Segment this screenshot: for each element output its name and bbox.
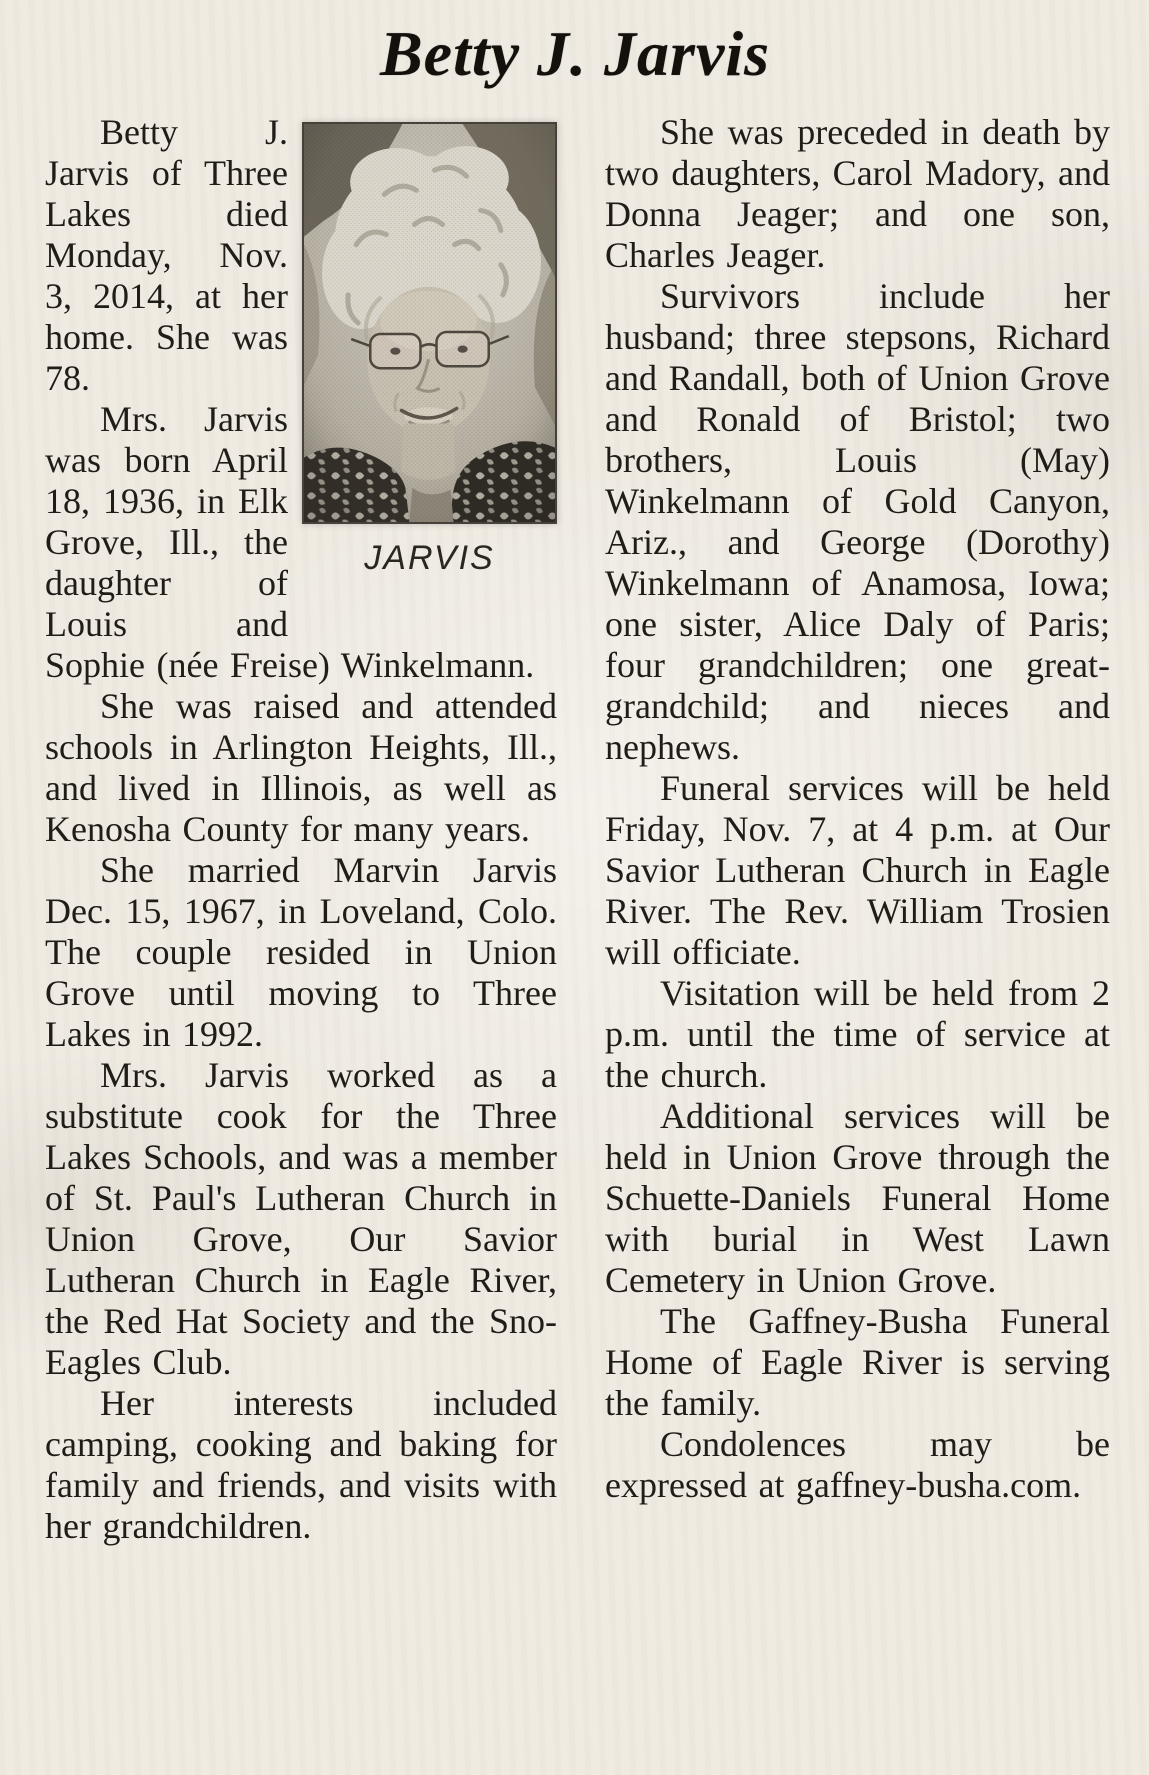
article-columns: [45, 112, 1110, 1547]
portrait-photo: [302, 122, 557, 524]
portrait-illustration: [304, 124, 555, 522]
paragraph: Mrs. Jarvis worked as a substitute cook for the Three Lakes Schools, and was a member of St. Paul's Lutheran Church in Union Grove, Our Savior Lutheran Church in Eagle River, the Red Hat Society and the Sno-Eagles Club.: [45, 1055, 557, 1382]
left-column: [45, 112, 557, 1547]
obituary-title: Betty J. Jarvis: [379, 18, 771, 89]
paragraph: Mrs. Jarvis was born April 18, 1936, in Elk Grove, Ill., the daughter of Louis and Sophie (née Freise) Winkelmann.: [45, 399, 535, 685]
paragraph: Betty J. Jarvis of Three Lakes died Monday, Nov. 3, 2014, at her home. She was 78.: [45, 112, 288, 398]
paragraph: She was raised and attended schools in Arlington Heights, Ill., and lived in Illinois, as well as Kenosha County for many years.: [45, 686, 557, 849]
paragraph: Funeral services will be held Friday, Nov. 7, at 4 p.m. at Our Savior Lutheran Church in Eagle River. The Rev. William Trosien will officiate.: [605, 768, 1110, 972]
portrait-figure: [302, 122, 557, 594]
right-column: [605, 112, 1110, 1506]
paragraph: Additional services will be held in Union Grove through the Schuette-Daniels Funeral Home with burial in West Lawn Cemetery in Union Grove.: [605, 1096, 1110, 1300]
paragraph: She married Marvin Jarvis Dec. 15, 1967, in Loveland, Colo. The couple resided in Union Grove until moving to Three Lakes in 1992.: [45, 850, 557, 1054]
right-column-text: [605, 112, 1110, 1506]
paragraph: Her interests included camping, cooking and baking for family and friends, and visits with her grandchildren.: [45, 1383, 557, 1546]
paragraph: Condolences may be expressed at gaffney-busha.com.: [605, 1424, 1110, 1505]
paragraph: She was preceded in death by two daughters, Carol Madory, and Donna Jeager; and one son, Charles Jeager.: [605, 112, 1110, 275]
paragraph: Visitation will be held from 2 p.m. until the time of service at the church.: [605, 973, 1110, 1095]
paragraph: The Gaffney-Busha Funeral Home of Eagle River is serving the family.: [605, 1301, 1110, 1423]
portrait-caption: JARVIS: [364, 539, 495, 577]
paragraph: Survivors include her husband; three stepsons, Richard and Randall, both of Union Grove and Ronald of Bristol; two brothers, Louis (May) Winkelmann of Gold Canyon, Ariz., and George (Dorothy) Winkelmann of Anamosa, Iowa; one sister, Alice Daly of Paris; four grandchildren; one great-grandchild; and nieces and nephews.: [605, 276, 1110, 767]
